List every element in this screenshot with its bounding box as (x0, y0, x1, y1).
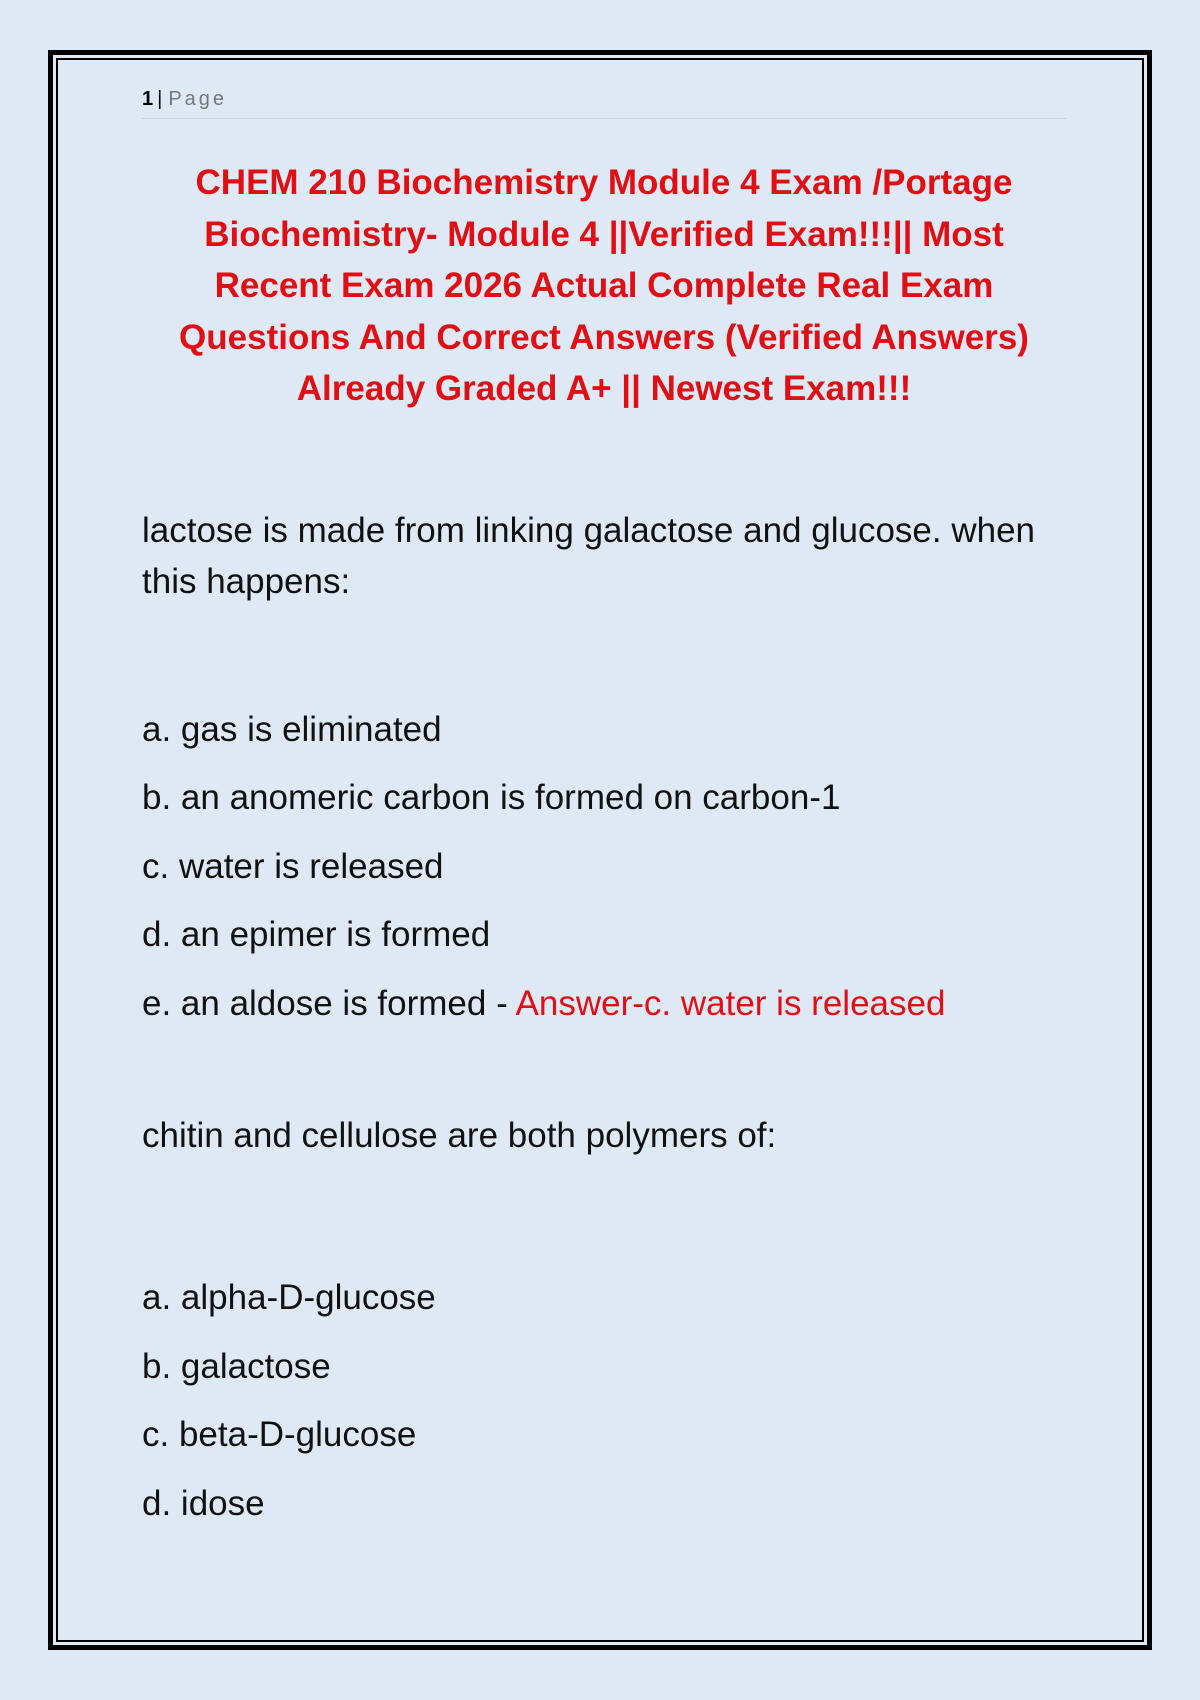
page-frame-outer (48, 50, 1152, 1650)
document-title: CHEM 210 Biochemistry Module 4 Exam /Portage Biochemistry- Module 4 ||Verified Exam!!!|| Most Recent Exam 2026 Actual Complete Real Exam Questions And Correct Answers (Verified Answers) Already Graded A+ || Newest Exam!!! (179, 163, 1029, 408)
page-content (142, 86, 1066, 1573)
question-1-option-e (142, 970, 1066, 1039)
question-1-answer: Answer-c. water is released (515, 983, 946, 1023)
page-separator: | (157, 88, 163, 110)
question-1-option-c: c. water is released (142, 846, 444, 886)
page-frame-inner (56, 58, 1144, 1642)
question-1-option-b: b. an anomeric carbon is formed on carbon-1 (142, 778, 841, 817)
page-header (142, 86, 1066, 119)
question-1-options (142, 696, 1066, 1039)
page-label: Page (168, 88, 228, 110)
question-2-prompt: chitin and cellulose are both polymers of: (142, 1116, 777, 1155)
question-2-options (142, 1264, 1066, 1538)
question-2-option-b: b. galactose (142, 1346, 331, 1386)
question-2-option-c: c. beta-D-glucose (142, 1415, 417, 1454)
question-1-option-e-text: e. an aldose is formed - (142, 983, 516, 1023)
question-1-prompt: lactose is made from linking galactose and glucose. when this happens: (142, 510, 1035, 601)
question-2-option-d: d. idose (142, 1483, 265, 1523)
page-number: 1 (142, 88, 154, 110)
question-1-option-a: a. gas is eliminated (142, 709, 442, 749)
question-1-option-d: d. an epimer is formed (142, 915, 491, 954)
question-2-option-a: a. alpha-D-glucose (142, 1278, 436, 1317)
